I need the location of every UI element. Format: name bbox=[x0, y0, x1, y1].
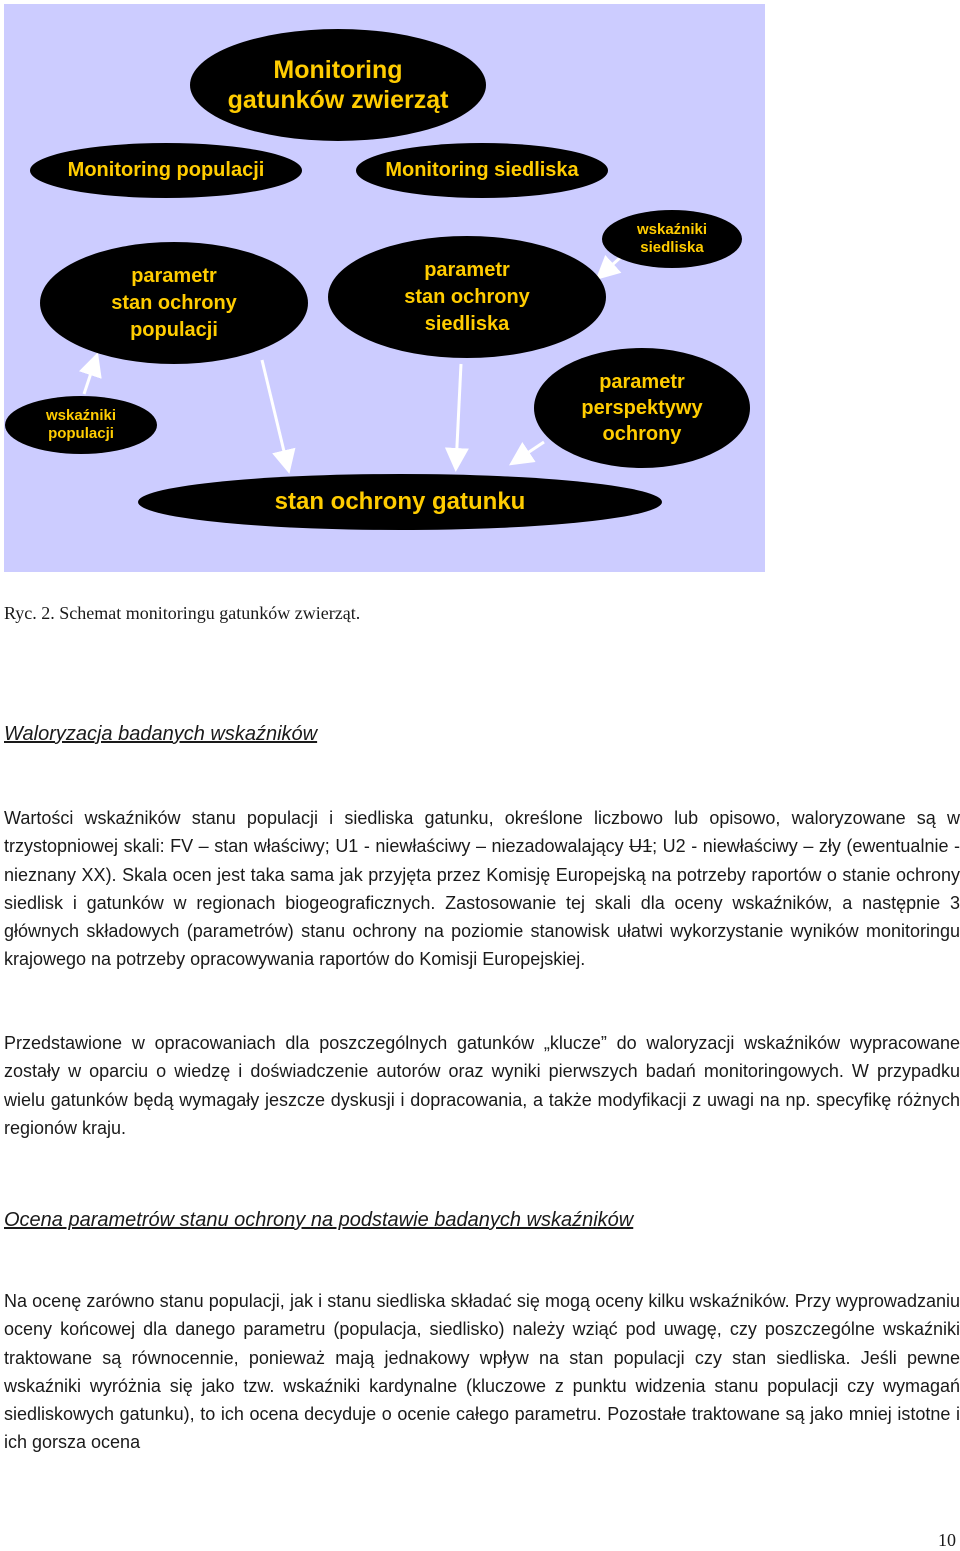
node-monitoring-populacji-label: Monitoring populacji bbox=[67, 159, 265, 181]
node-parametr-stan-siedliska-label: parametr stan ochrony siedliska bbox=[404, 258, 530, 335]
node-monitoring-populacji bbox=[30, 143, 302, 198]
arrow-par-sied-to-wsk-sied bbox=[600, 256, 622, 276]
node-stan-ochrony-gatunku-label: stan ochrony gatunku bbox=[274, 488, 526, 515]
node-parametr-perspektywy bbox=[534, 348, 750, 468]
paragraph-ocena-1: Na ocenę zarówno stanu populacji, jak i stanu siedliska składać się mogą oceny kilku wskaźników. Przy wyprowadzaniu oceny końcowej dla danego parametru (populacja, siedlisko) należy wziąć pod uwagę, czy poszczególne wskaźniki traktowane są równocennie, ponieważ mają jednakowy wpływ na stan populacji czy stan siedliska. Jeśli pewne wskaźniki wyróżnia się jako tzw. wskaźniki kardynalne (kluczowe z punktu widzenia stanu populacji czy wymagań siedliskowych gatunku), to ich ocena decyduje o ocenie całego parametru. Pozostałe traktowane są jako mniej istotne i ich gorsza ocena bbox=[4, 1291, 960, 1453]
arrow-par-persp-to-stan bbox=[514, 442, 544, 462]
arrow-par-sied-to-stan bbox=[456, 364, 461, 466]
node-wskazniki-populacji-label: wskaźniki populacji bbox=[45, 407, 117, 442]
section-heading-ocena-parametrow: Ocena parametrów stanu ochrony na podstawie badanych wskaźników bbox=[4, 1209, 634, 1231]
monitoring-diagram bbox=[4, 4, 765, 572]
node-stan-ochrony-gatunku bbox=[138, 474, 662, 530]
arrow-par-pop-to-stan bbox=[262, 360, 288, 468]
node-parametr-perspektywy-label: parametr perspektywy ochrony bbox=[581, 371, 703, 445]
paragraph-waloryzacja-1-part-a: Wartości wskaźników stanu populacji i siedliska gatunku, określone liczbowo lub opisowo, waloryzowane są w trzystopniowej skali: FV – stan właściwy; U1 - niewłaściwy – niezadowalający bbox=[4, 808, 960, 857]
node-parametr-stan-siedliska bbox=[328, 236, 606, 358]
figure-caption: Ryc. 2. Schemat monitoringu gatunków zwierząt. bbox=[4, 603, 361, 623]
struck-text-u1: U1 bbox=[629, 836, 653, 857]
paragraph-waloryzacja-1 bbox=[4, 804, 960, 974]
node-wskazniki-siedliska-label: wskaźniki siedliska bbox=[636, 221, 708, 256]
page-number: 10 bbox=[938, 1530, 956, 1550]
node-monitoring-siedliska bbox=[356, 143, 608, 198]
node-parametr-stan-populacji bbox=[40, 242, 308, 364]
node-monitoring-siedliska-label: Monitoring siedliska bbox=[385, 159, 579, 181]
paragraph-waloryzacja-1-part-b: ; U2 - niewłaściwy – zły (ewentualnie - nieznany XX). Skala ocen jest taka sama jak przyjęta przez Komisję Europejską na potrzeby raportów o stanie ochrony siedlisk i gatunków w regionach biogeograficznych. Zastosowanie tej skali dla oceny wskaźników, a następnie 3 głównych składowych (parametrów) stanu ochrony na poziomie stanowisk ułatwi wykorzystanie wyników monitoringu krajowego na potrzeby opracowywania raportów do Komisji Europejskiej. bbox=[4, 836, 960, 970]
node-parametr-stan-populacji-label: parametr stan ochrony populacji bbox=[111, 264, 237, 341]
paragraph-waloryzacja-2: Przedstawione w opracowaniach dla poszczególnych gatunków „klucze” do waloryzacji wskaźników wypracowane zostały w oparciu o wiedzę i doświadczenie autorów oraz wyniki pierwszych badań monitoringowych. W przypadku wielu gatunków będą wymagały jeszcze dyskusji i dopracowania, a także modyfikacji z uwagi na np. specyfikę różnych regionów kraju. bbox=[4, 1033, 960, 1138]
section-heading-waloryzacja: Waloryzacja badanych wskaźników bbox=[4, 723, 318, 745]
arrow-wsk-pop-to-par-pop bbox=[84, 358, 96, 394]
node-wskazniki-populacji bbox=[5, 396, 157, 454]
node-wskazniki-siedliska bbox=[602, 210, 742, 268]
node-monitoring-gatunkow bbox=[190, 29, 486, 141]
node-monitoring-gatunkow-label: Monitoring gatunków zwierząt bbox=[227, 56, 449, 114]
